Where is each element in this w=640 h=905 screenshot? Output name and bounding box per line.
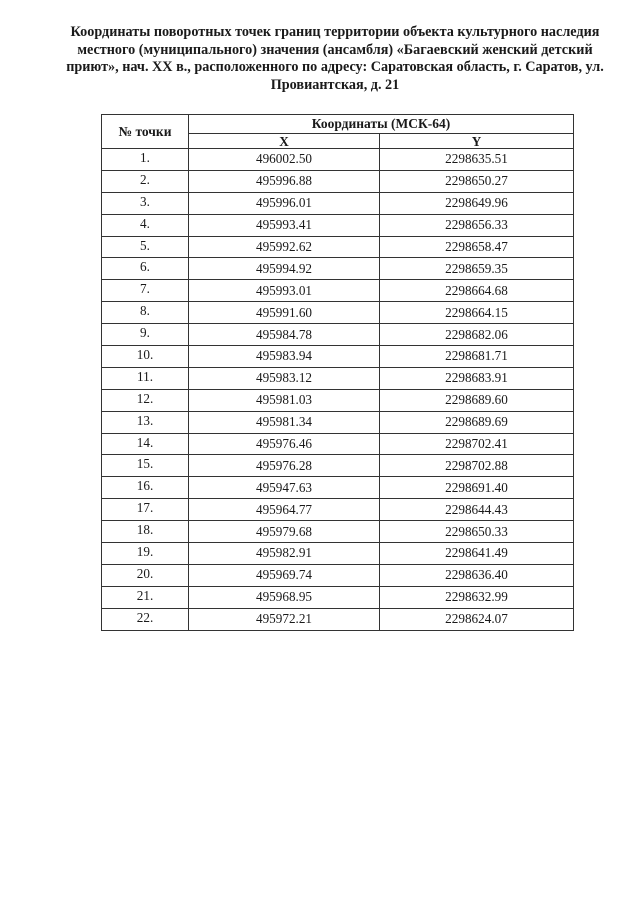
- x-coordinate-cell: 495969.74: [189, 564, 380, 586]
- table-row: [102, 258, 574, 280]
- table-row: [102, 346, 574, 368]
- point-number-cell: 19.: [102, 543, 189, 565]
- table-row: [102, 192, 574, 214]
- point-number-cell: 9.: [102, 324, 189, 346]
- x-coordinate-cell: 495968.95: [189, 586, 380, 608]
- y-coordinate-cell: 2298641.49: [380, 543, 574, 565]
- x-coordinate-cell: 496002.50: [189, 149, 380, 171]
- y-coordinate-cell: 2298689.60: [380, 389, 574, 411]
- y-coordinate-cell: 2298644.43: [380, 499, 574, 521]
- point-number-cell: 14.: [102, 433, 189, 455]
- point-number-cell: 4.: [102, 214, 189, 236]
- table-row: [102, 302, 574, 324]
- table-row: [102, 214, 574, 236]
- point-number-cell: 22.: [102, 608, 189, 630]
- x-coordinate-cell: 495976.28: [189, 455, 380, 477]
- point-number-cell: 3.: [102, 192, 189, 214]
- table-body: [102, 149, 574, 631]
- x-coordinate-cell: 495981.34: [189, 411, 380, 433]
- y-coordinate-cell: 2298702.41: [380, 433, 574, 455]
- point-number-cell: 11.: [102, 367, 189, 389]
- y-coordinate-cell: 2298649.96: [380, 192, 574, 214]
- x-coordinate-cell: 495992.62: [189, 236, 380, 258]
- table-row: [102, 543, 574, 565]
- y-coordinate-cell: 2298664.15: [380, 302, 574, 324]
- table-row: [102, 367, 574, 389]
- table-row: [102, 477, 574, 499]
- x-coordinate-cell: 495984.78: [189, 324, 380, 346]
- y-coordinate-cell: 2298650.27: [380, 170, 574, 192]
- y-coordinate-cell: 2298702.88: [380, 455, 574, 477]
- table-row: [102, 521, 574, 543]
- point-number-cell: 21.: [102, 586, 189, 608]
- y-coordinate-cell: 2298632.99: [380, 586, 574, 608]
- x-coordinate-cell: 495993.41: [189, 214, 380, 236]
- header-point-number: № точки: [102, 115, 189, 149]
- header-x: X: [189, 134, 380, 149]
- x-coordinate-cell: 495976.46: [189, 433, 380, 455]
- table-row: [102, 564, 574, 586]
- x-coordinate-cell: 495994.92: [189, 258, 380, 280]
- point-number-cell: 18.: [102, 521, 189, 543]
- table-row: [102, 236, 574, 258]
- point-number-cell: 7.: [102, 280, 189, 302]
- x-coordinate-cell: 495982.91: [189, 543, 380, 565]
- header-y: Y: [380, 134, 574, 149]
- header-coordinates-group: Координаты (МСК-64): [189, 115, 574, 134]
- table-row: [102, 411, 574, 433]
- x-coordinate-cell: 495983.12: [189, 367, 380, 389]
- header-row-top: [102, 115, 574, 134]
- table-row: [102, 586, 574, 608]
- table-row: [102, 324, 574, 346]
- point-number-cell: 5.: [102, 236, 189, 258]
- point-number-cell: 12.: [102, 389, 189, 411]
- table-row: [102, 149, 574, 171]
- y-coordinate-cell: 2298650.33: [380, 521, 574, 543]
- y-coordinate-cell: 2298682.06: [380, 324, 574, 346]
- point-number-cell: 20.: [102, 564, 189, 586]
- coordinates-table: [101, 114, 574, 631]
- point-number-cell: 2.: [102, 170, 189, 192]
- table-row: [102, 170, 574, 192]
- y-coordinate-cell: 2298681.71: [380, 346, 574, 368]
- point-number-cell: 15.: [102, 455, 189, 477]
- point-number-cell: 13.: [102, 411, 189, 433]
- x-coordinate-cell: 495991.60: [189, 302, 380, 324]
- y-coordinate-cell: 2298689.69: [380, 411, 574, 433]
- table-row: [102, 608, 574, 630]
- x-coordinate-cell: 495947.63: [189, 477, 380, 499]
- table-row: [102, 499, 574, 521]
- point-number-cell: 17.: [102, 499, 189, 521]
- x-coordinate-cell: 495964.77: [189, 499, 380, 521]
- table-row: [102, 433, 574, 455]
- x-coordinate-cell: 495983.94: [189, 346, 380, 368]
- x-coordinate-cell: 495979.68: [189, 521, 380, 543]
- table-header: [102, 115, 574, 149]
- point-number-cell: 6.: [102, 258, 189, 280]
- y-coordinate-cell: 2298636.40: [380, 564, 574, 586]
- y-coordinate-cell: 2298635.51: [380, 149, 574, 171]
- y-coordinate-cell: 2298683.91: [380, 367, 574, 389]
- document-title: Координаты поворотных точек границ территории объекта культурного наследия местного (муниципального) значения (ансамбля) «Багаевский женский детский приют», нач. XX в., расположенного по адресу: Саратовская область, г. Саратов, ул. Провиантская, д. 21: [66, 24, 604, 93]
- y-coordinate-cell: 2298664.68: [380, 280, 574, 302]
- x-coordinate-cell: 495993.01: [189, 280, 380, 302]
- x-coordinate-cell: 495996.01: [189, 192, 380, 214]
- x-coordinate-cell: 495981.03: [189, 389, 380, 411]
- point-number-cell: 16.: [102, 477, 189, 499]
- y-coordinate-cell: 2298624.07: [380, 608, 574, 630]
- point-number-cell: 10.: [102, 346, 189, 368]
- x-coordinate-cell: 495996.88: [189, 170, 380, 192]
- y-coordinate-cell: 2298659.35: [380, 258, 574, 280]
- y-coordinate-cell: 2298656.33: [380, 214, 574, 236]
- point-number-cell: 8.: [102, 302, 189, 324]
- table-row: [102, 455, 574, 477]
- y-coordinate-cell: 2298691.40: [380, 477, 574, 499]
- y-coordinate-cell: 2298658.47: [380, 236, 574, 258]
- x-coordinate-cell: 495972.21: [189, 608, 380, 630]
- point-number-cell: 1.: [102, 149, 189, 171]
- table-row: [102, 280, 574, 302]
- table-row: [102, 389, 574, 411]
